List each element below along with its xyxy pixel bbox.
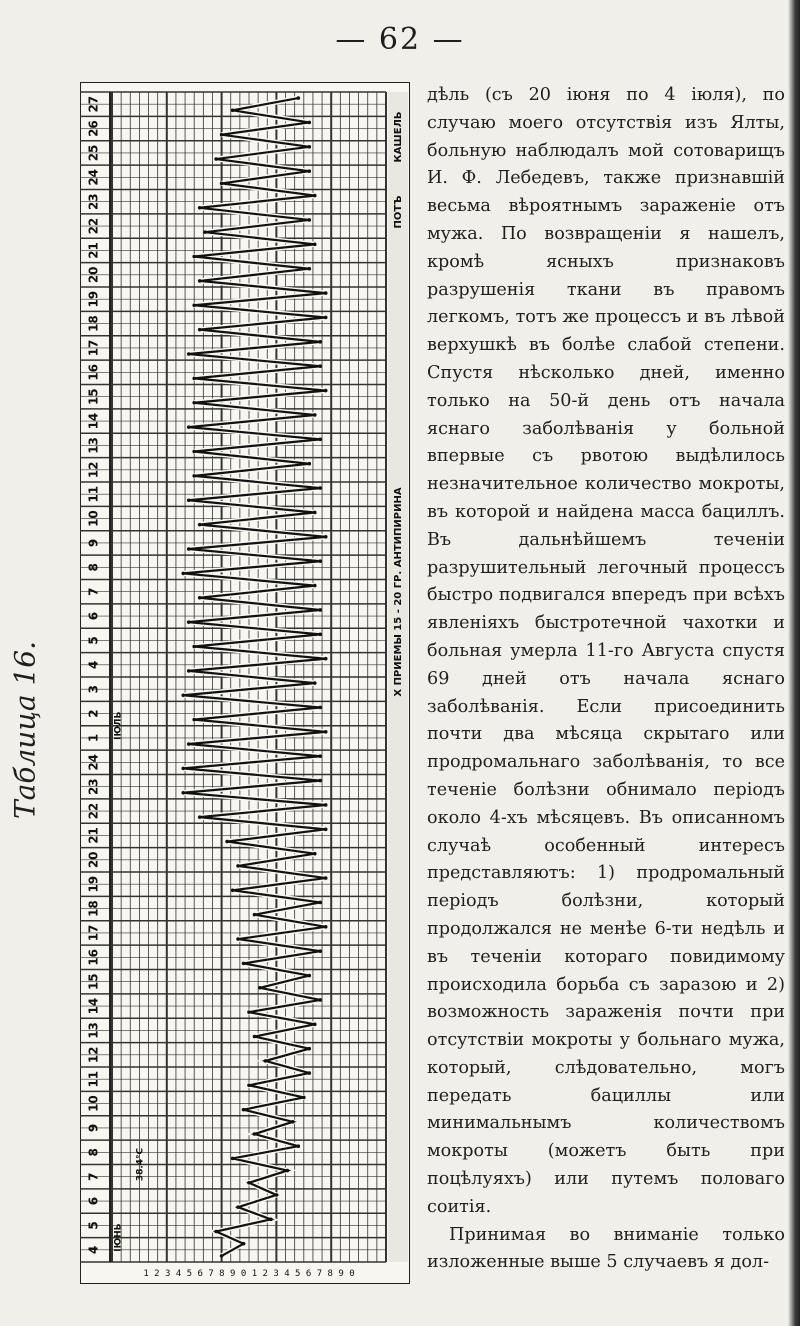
morning-point [181,572,185,576]
evening-point [318,754,322,758]
day-label: 12 [86,1046,101,1064]
morning-point [247,1083,251,1087]
evening-point [242,1242,246,1246]
evening-point [307,121,311,125]
table-label [10,640,40,820]
evening-point [324,316,328,320]
day-label: 1 [86,733,101,743]
table-label-text: Таблица 16. [8,641,42,819]
evening-point [307,267,311,271]
start-temp-label: 38.4°C [135,1147,146,1182]
morning-point [192,718,196,722]
paragraph-1: дѣль (съ 20 іюня по 4 іюля), по случаю моего отсутствія изъ Ялты, больную наблюдалъ мой сотоварищъ И. Ф. Лебедевъ, также признавшій весьма вѣроятнымъ зараженіе отъ мужа. По возвращеніи я нашелъ, кромѣ ясныхъ признаковъ разрушенія ткани въ правомъ легкомъ, тотъ же процессъ и въ лѣвой верхушкѣ въ болѣе слабой степени. Спустя нѣсколько дней, именно только на 50-й день отъ начала яснаго заболѣванія у больной впервые съ рвотою выдѣлилось незначительное количество мокроты, въ которой и найдена масса бациллъ. Въ дальнѣйшемъ теченіи разрушительный легочный процессъ быстро подвигался впередъ при всѣхъ явленіяхъ быстротечной чахотки и больная умерла 11-го Августа спустя 69 дней отъ начала яснаго заболѣванія. Если присоединить почти два мѣсяца скрытаго или продромальнаго заболѣванія, то все теченіе болѣзни обнимало періодъ около 4-хъ мѣсяцевъ. Въ описанномъ случаѣ особенный интересъ представляютъ: 1) продромальный періодъ болѣзни, который продолжался не менѣе 6-ти недѣль и въ теченіи котораго повидимому происходила борьба съ заразою и 2) возможность зараженія почти при отсутствіи мокроты у больнаго мужа, который, слѣдовательно, могъ передать бациллы или минимальнымъ количествомъ мокроты (можетъ быть при поцѣлуяхъ) или путемъ половаго соитія. [427,85,785,1217]
day-label: 16 [86,363,101,381]
evening-point [307,462,311,466]
morning-point [220,182,224,186]
day-label: 3 [86,685,101,694]
evening-point [324,803,328,807]
evening-point [307,218,311,222]
evening-point [275,1193,279,1197]
day-label: 24 [86,753,101,771]
paragraph-2: Принимая во вниманіе только изложенные выше 5 случаевъ я дол- [427,1224,785,1273]
morning-point [192,401,196,405]
morning-point [253,913,257,917]
morning-point [192,450,196,454]
morning-point [192,645,196,649]
morning-point [236,937,240,941]
day-label: 19 [86,290,101,308]
evening-point [318,438,322,442]
morning-point [198,206,202,210]
morning-point [192,303,196,307]
temperature-chart-svg [80,82,410,1284]
morning-point [214,1230,218,1234]
morning-point [187,547,191,551]
evening-point [324,876,328,880]
evening-point [297,96,301,100]
morning-point [187,742,191,746]
morning-point [198,815,202,819]
morning-point [187,620,191,624]
evening-point [324,535,328,539]
evening-point [318,998,322,1002]
morning-point [258,986,262,990]
day-label: 18 [86,900,101,917]
morning-point [187,352,191,356]
sweat-label: ПОТЪ [393,195,404,229]
day-label: 9 [86,1123,101,1133]
evening-point [307,1047,311,1051]
evening-point [313,243,317,247]
evening-point [307,1071,311,1075]
morning-point [264,1059,268,1063]
evening-point [318,608,322,612]
evening-point [297,1144,301,1148]
evening-point [318,633,322,637]
day-label: 16 [86,948,101,966]
morning-point [198,328,202,332]
evening-point [324,657,328,661]
evening-point [302,1096,306,1100]
day-label: 15 [86,388,101,406]
day-label: 7 [86,587,101,596]
morning-point [225,840,229,844]
evening-point [324,828,328,832]
morning-point [214,157,218,161]
morning-point [242,962,246,966]
day-label: 4 [86,660,101,669]
day-label: 24 [86,168,101,186]
evening-point [318,949,322,953]
day-label: 8 [86,1148,101,1157]
day-label: 10 [86,510,101,527]
day-label: 14 [86,412,101,430]
evening-point [318,706,322,710]
day-label: 26 [86,120,101,137]
morning-point [236,1205,240,1209]
morning-point [181,791,185,795]
evening-point [318,559,322,563]
morning-point [220,133,224,137]
evening-point [307,145,311,149]
day-label: 7 [86,1172,101,1181]
morning-point [187,425,191,429]
evening-point [313,511,317,515]
article-text [427,82,785,1277]
morning-point [231,888,235,892]
morning-point [181,693,185,697]
temperature-chart [80,82,410,1284]
morning-point [253,1035,257,1039]
june-label: ІЮНЬ [113,1223,124,1252]
evening-point [318,779,322,783]
morning-point [242,1108,246,1112]
antipyrin-label: Х ПРИЕМЫ 15 - 20 ГР. АНТИПИРИНА [393,487,404,697]
evening-point [318,340,322,344]
day-label: 14 [86,997,101,1015]
evening-point [324,291,328,295]
cough-label: КАШЕЛЬ [393,111,404,163]
day-label: 8 [86,563,101,572]
day-label: 23 [86,193,101,211]
evening-point [313,852,317,856]
morning-point [187,669,191,673]
evening-point [313,194,317,198]
day-label: 27 [86,95,101,113]
morning-point [198,596,202,600]
evening-point [318,364,322,368]
day-label: 5 [86,636,101,645]
day-label: 6 [86,611,101,621]
morning-point [187,498,191,502]
day-label: 20 [86,266,101,284]
morning-point [192,255,196,259]
morning-point [220,1254,224,1258]
day-label: 22 [86,802,101,820]
evening-point [269,1218,273,1222]
morning-point [247,1181,251,1185]
page-number: — 62 — [335,22,465,57]
evening-point [307,974,311,978]
day-label: 13 [86,437,101,454]
morning-point [203,230,207,234]
morning-point [231,108,235,112]
morning-point [181,767,185,771]
evening-point [324,730,328,734]
morning-point [253,1132,257,1136]
evening-point [313,1023,317,1027]
evening-point [324,389,328,393]
day-label: 9 [86,538,101,548]
day-label: 23 [86,778,101,796]
day-label: 21 [86,827,101,844]
day-label: 6 [86,1196,101,1206]
evening-point [313,413,317,417]
day-label: 10 [86,1095,101,1112]
morning-point [192,474,196,478]
day-label: 25 [86,144,101,162]
evening-point [286,1169,290,1173]
bottom-temp-scale: 1 2 3 4 5 6 7 8 9 0 1 2 3 4 5 6 7 8 9 0 [143,1269,355,1279]
evening-point [318,901,322,905]
day-label: 20 [86,851,101,869]
morning-point [192,377,196,381]
evening-point [318,486,322,490]
morning-point [236,864,240,868]
day-label: 22 [86,217,101,235]
morning-point [247,1010,251,1014]
day-label: 13 [86,1022,101,1039]
day-label: 11 [86,1070,101,1088]
day-label: 12 [86,461,101,479]
day-label: 11 [86,485,101,503]
morning-point [198,523,202,527]
day-label: 4 [86,1245,101,1254]
day-label: 17 [86,339,101,357]
day-label: 17 [86,924,101,942]
evening-point [291,1120,295,1124]
day-label: 5 [86,1221,101,1230]
morning-point [198,279,202,283]
july-label: ІЮЛЬ [113,711,124,740]
morning-point [231,1157,235,1161]
day-label: 19 [86,875,101,893]
page-edge-shadow [788,0,800,1326]
day-label: 21 [86,242,101,259]
evening-point [324,925,328,929]
day-label: 15 [86,973,101,991]
day-label: 18 [86,315,101,332]
evening-point [307,169,311,173]
day-label: 2 [86,709,101,718]
evening-point [313,681,317,685]
evening-point [313,584,317,588]
